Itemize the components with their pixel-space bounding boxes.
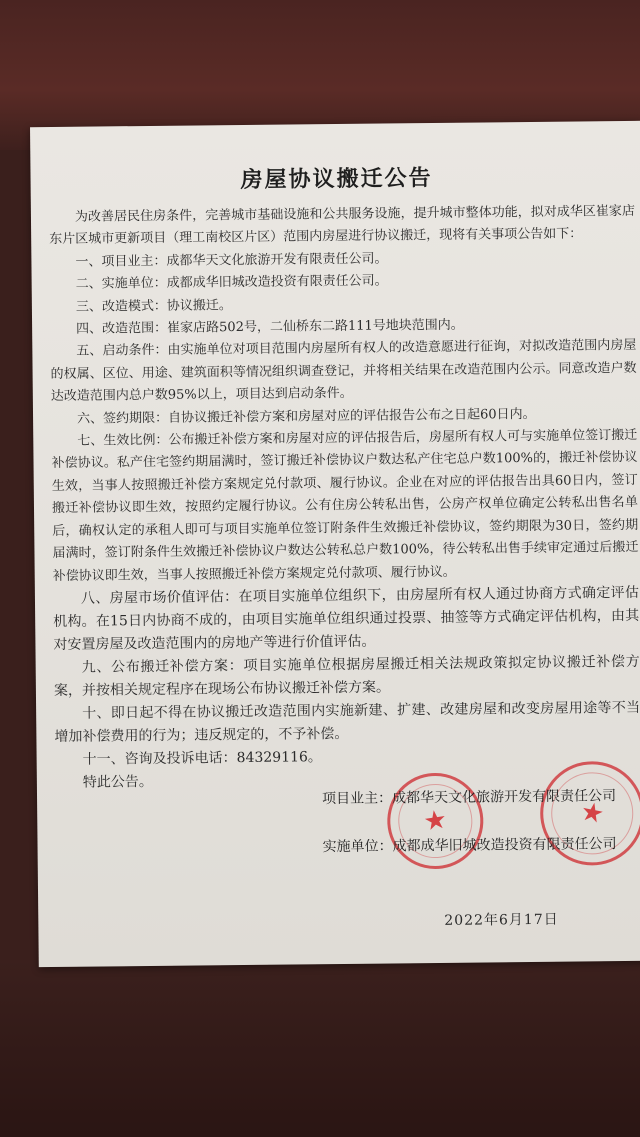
notice-item-1: 一、项目业主：成都华天文化旅游开发有限责任公司。: [75, 251, 388, 270]
notice-title: 房屋协议搬迁公告: [240, 164, 433, 194]
seal-star-icon: ★: [421, 804, 450, 838]
notice-item-5: 五、启动条件：由实施单位对项目范围内房屋所有权人的改造意愿进行征询，对拟改造范围内房屋的权属、区位、用途、建筑面积等情况组织调查登记，并将相关结果在改造范围内公示。同意改造户数达改造范围内总户数95%以上，项目达到启动条件。: [50, 338, 637, 405]
notice-item-3: 三、改造模式：协议搬迁。: [75, 297, 232, 315]
implementer-label: 实施单位：: [322, 838, 393, 856]
notice-item-6: 六、签约期限：自协议搬迁补偿方案和房屋对应的评估报告公布之日起60日内。: [76, 406, 536, 427]
seal-star-icon: ★: [577, 796, 607, 831]
notice-item-2: 二、实施单位：成都成华旧城改造投资有限责任公司。: [75, 273, 388, 292]
owner-name: 成都华天文化旅游开发有限责任公司: [391, 788, 617, 807]
notice-closing: 特此公告。: [82, 773, 153, 791]
background-bottom: [0, 960, 640, 1137]
owner-signature-line: [322, 785, 640, 836]
notice-item-11: 十一、咨询及投诉电话：84329116。: [82, 749, 322, 768]
notice-item-8: 八、房屋市场价值评估：在项目实施单位组织下，由房屋所有权人通过协商方式确定评估机构。在15日内协商不成的，由项目实施单位组织通过投票、抽签等方式确定评估机构，由其对安置房屋及改造范围内的房地产等进行价值评估。: [53, 584, 640, 653]
signature-block: [322, 785, 640, 884]
implementer-signature-line: [322, 833, 640, 884]
notice-paper: [30, 121, 640, 967]
notice-item-9: 九、公布搬迁补偿方案：项目实施单位根据房屋搬迁相关法规政策拟定协议搬迁补偿方案，并按相关规定程序在现场公布协议搬迁补偿方案。: [53, 653, 640, 699]
notice-date: 2022年6月17日: [444, 911, 559, 929]
implementer-name: 成都成华旧城改造投资有限责任公司: [392, 836, 617, 855]
owner-label: 项目业主：: [321, 790, 393, 808]
notice-intro: 为改善居民住房条件，完善城市基础设施和公共服务设施，提升城市整体功能，拟对成华区崔家店东片区城市更新项目（理工南校区片区）范围内房屋进行协议搬迁，现将有关事项公告如下：: [49, 203, 636, 248]
notice-body: [49, 201, 640, 795]
notice-item-4: 四、改造范围：崔家店路502号，二仙桥东二路111号地块范围内。: [76, 317, 464, 337]
notice-item-10: 十、即日起不得在协议搬迁改造范围内实施新建、扩建、改建房屋和改变房屋用途等不当增加补偿费用的行为；违反规定的，不予补偿。: [54, 699, 640, 745]
notice-item-7: 七、生效比例：公布搬迁补偿方案和房屋对应的评估报告后，房屋所有权人可与实施单位签订搬迁补偿协议。私产住宅签约期届满时，签订搬迁补偿协议户数达私产住宅总户数100%的，搬迁补偿协议生效，当事人按照搬迁补偿方案规定兑付款项、履行协议。企业在对应的评估报告出具60日内，签订搬迁补偿协议即生效，按照约定履行协议。公有住房公转私出售，公房产权单位确定公转私出售名单后，确权认定的承租人即可与项目实施单位签订附条件生效搬迁补偿协议，签约期限为30日，签约期届满时，签订附条件生效搬迁补偿协议户数达公转私总户数100%，待公转私出售手续审定通过后搬迁补偿协议即生效，当事人按照搬迁补偿方案规定兑付款项、履行协议。: [51, 427, 639, 584]
